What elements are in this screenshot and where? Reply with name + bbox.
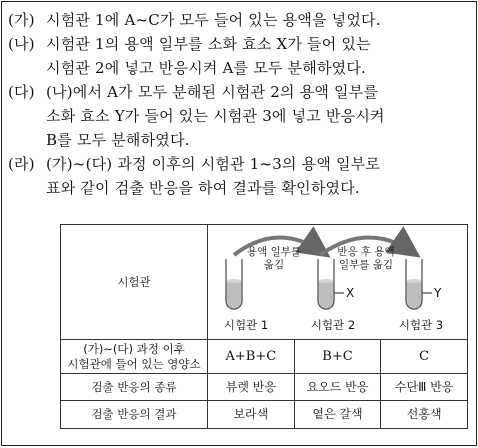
enzyme-y-label: Y xyxy=(434,286,442,300)
step-marker: (다) xyxy=(8,83,35,101)
step-text: 소화 효소 Y가 들어 있는 시험관 3에 넣고 반응시켜 xyxy=(46,107,385,125)
row-label: 검출 반응의 결과 xyxy=(61,401,208,429)
arrow1-label-line1: 용액 일부를 xyxy=(246,246,302,258)
row-label xyxy=(61,340,208,374)
result-tube-2: 옅은 갈색 xyxy=(294,401,381,429)
enzyme-x-label: X xyxy=(346,286,355,300)
problem-page xyxy=(1,1,477,446)
step-ra xyxy=(2,152,476,200)
reaction-tube-1: 뷰렛 반응 xyxy=(208,374,295,401)
table-row-reaction-result xyxy=(61,401,468,429)
step-marker: (가) xyxy=(8,11,35,29)
step-da xyxy=(2,80,476,152)
test-tubes-diagram xyxy=(208,225,470,339)
reaction-tube-3: 수단Ⅲ 반응 xyxy=(381,374,468,401)
nutrients-tube-3: C xyxy=(381,340,468,374)
tube-3-name: 시험관 3 xyxy=(398,318,444,332)
step-text: 시험관 1에 A~C가 모두 들어 있는 용액을 넣었다. xyxy=(46,11,381,29)
arrow2-label-line2: 일부를 옮김 xyxy=(338,259,394,271)
table-row-nutrients xyxy=(61,340,468,374)
result-tube-1: 보라색 xyxy=(208,401,295,429)
procedure-steps xyxy=(2,8,476,200)
step-text: 시험관 2에 넣고 반응시켜 A를 모두 분해하였다. xyxy=(46,59,366,77)
header-label-cell xyxy=(61,225,208,340)
test-tube-1-icon xyxy=(226,259,242,309)
step-text: (나)에서 A가 모두 분해된 시험관 2의 용액 일부를 xyxy=(46,83,379,101)
nutrients-tube-2: B+C xyxy=(294,340,381,374)
header-label: 시험관 xyxy=(117,274,151,289)
nutrients-tube-1: A+B+C xyxy=(208,340,295,374)
tube-1-name: 시험관 1 xyxy=(223,318,269,332)
tube-2-name: 시험관 2 xyxy=(310,318,356,332)
row-label-line: (가)~(다) 과정 이후 xyxy=(83,341,185,356)
row-label-line: 시험관에 들어 있는 영양소 xyxy=(67,356,201,371)
tubes-diagram-cell xyxy=(208,225,468,340)
test-tube-3-icon xyxy=(406,259,432,309)
step-text: 시험관 1의 용액 일부를 소화 효소 X가 들어 있는 xyxy=(46,35,371,53)
reaction-tube-2: 요오드 반응 xyxy=(294,374,381,401)
arrow1-label-line2: 옮김 xyxy=(263,259,285,271)
result-tube-3: 선홍색 xyxy=(381,401,468,429)
table-row-reaction-type xyxy=(61,374,468,401)
step-text: (가)~(다) 과정 이후의 시험관 1~3의 용액 일부로 xyxy=(46,155,381,173)
experiment-table xyxy=(60,224,468,429)
step-text: B를 모두 분해하였다. xyxy=(46,131,190,149)
step-marker: (나) xyxy=(8,35,35,53)
step-na xyxy=(2,32,476,80)
arrow2-label-line1: 반응 후 용액 xyxy=(337,246,395,258)
row-label: 검출 반응의 종류 xyxy=(61,374,208,401)
step-ga xyxy=(2,8,476,32)
step-marker: (라) xyxy=(8,155,35,173)
step-text: 표와 같이 검출 반응을 하여 결과를 확인하였다. xyxy=(46,179,360,197)
